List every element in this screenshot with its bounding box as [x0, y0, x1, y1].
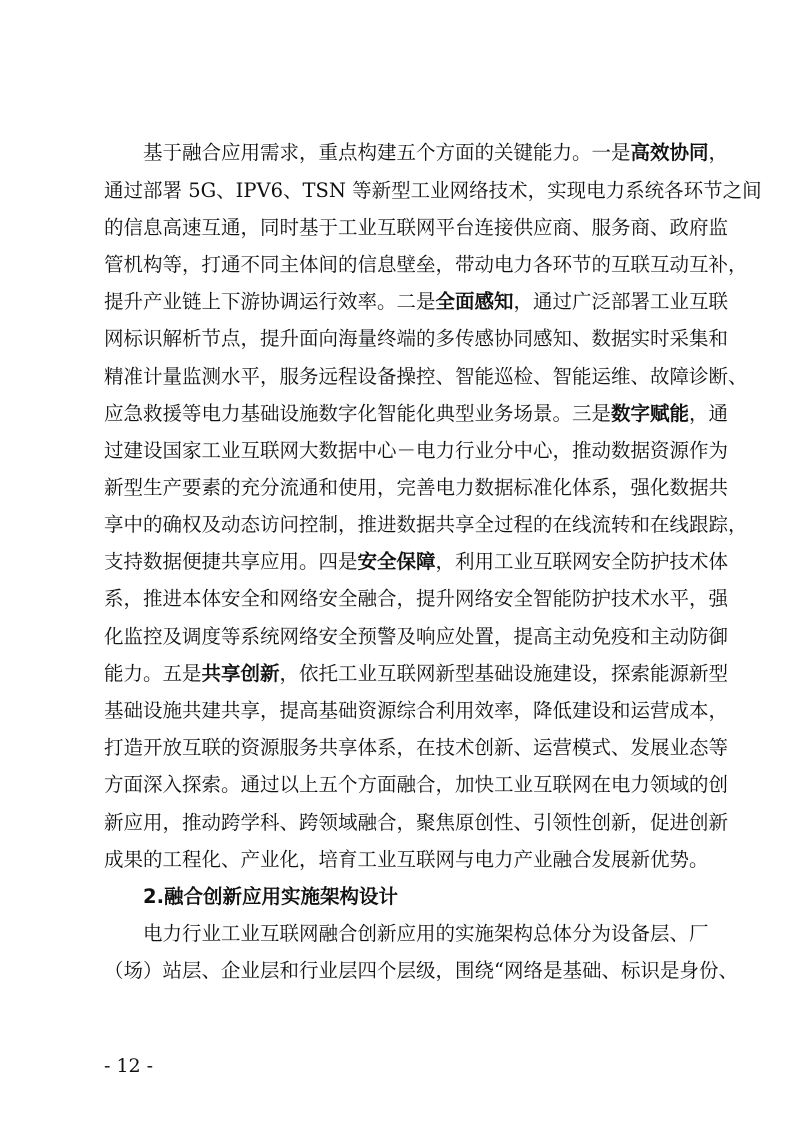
text-run: 应急救援等电力基础设施数字化智能化典型业务场景。三是	[104, 402, 612, 425]
text-run: ，利用工业互联网安全防护技术体	[435, 550, 729, 573]
page-number: - 12 -	[104, 1055, 154, 1077]
text-run: 能力。五是	[104, 662, 202, 685]
text-run: ，通过广泛部署工业互联	[513, 290, 729, 313]
paragraph-line: 享中的确权及动态访问控制，推进数据共享全过程的在线流转和在线跟踪，	[104, 513, 748, 536]
paragraph-line: 电力行业工业互联网融合创新应用的实施架构总体分为设备层、厂	[143, 922, 709, 945]
paragraph-line	[104, 550, 729, 574]
paragraph-line	[104, 290, 729, 314]
paragraph-line: （场）站层、企业层和行业层四个层级，围绕“网络是基础、标识是身份、	[104, 959, 738, 982]
bold-term: 安全保障	[357, 550, 436, 573]
bold-term: 数字赋能	[611, 402, 690, 425]
paragraph-line: 基础设施共建共享，提高基础资源综合利用效率，降低建设和运营成本，	[104, 699, 729, 722]
text-run: 基于融合应用需求，重点构建五个方面的关键能力。一是	[143, 141, 631, 164]
paragraph-line: 网标识解析节点，提升面向海量终端的多传感协同感知、数据实时采集和	[104, 327, 729, 350]
text-run: ，	[708, 141, 729, 164]
paragraph-line: 系，推进本体安全和网络安全融合，提升网络安全智能防护技术水平，强	[104, 587, 729, 610]
paragraph-line: 管机构等，打通不同主体间的信息壁垒，带动电力各环节的互联互动互补，	[104, 253, 748, 276]
paragraph-line: 新应用，推动跨学科、跨领域融合，聚焦原创性、引领性创新，促进创新	[104, 811, 729, 834]
paragraph-line: 新型生产要素的充分流通和使用，完善电力数据标准化体系，强化数据共	[104, 476, 729, 499]
bold-term: 高效协同	[630, 141, 709, 164]
text-run: 支持数据便捷共享应用。四是	[104, 550, 358, 573]
paragraph-line: 过建设国家工业互联网大数据中心－电力行业分中心，推动数据资源作为	[104, 439, 729, 462]
paragraph-line: 的信息高速互通，同时基于工业互联网平台连接供应商、服务商、政府监	[104, 216, 729, 239]
section-heading: 2.融合创新应用实施架构设计	[143, 885, 398, 908]
bold-term: 共享创新	[201, 662, 280, 685]
bold-term: 全面感知	[435, 290, 514, 313]
text-run: 提升产业链上下游协调运行效率。二是	[104, 290, 436, 313]
paragraph-line: 通过部署 5G、IPV6、TSN 等新型工业网络技术，实现电力系统各环节之间	[104, 179, 762, 202]
paragraph-line	[104, 662, 729, 686]
text-run: ，依托工业互联网新型基础设施建设，探索能源新型	[279, 662, 729, 685]
paragraph-line: 方面深入探索。通过以上五个方面融合，加快工业互联网在电力领域的创	[104, 773, 729, 796]
paragraph-line	[104, 402, 729, 426]
paragraph-line: 精准计量监测水平，服务远程设备操控、智能巡检、智能运维、故障诊断、	[104, 365, 748, 388]
paragraph-line: 化监控及调度等系统网络安全预警及响应处置，提高主动免疫和主动防御	[104, 625, 729, 648]
paragraph-line: 打造开放互联的资源服务共享体系，在技术创新、运营模式、发展业态等	[104, 736, 729, 759]
paragraph-line: 成果的工程化、产业化，培育工业互联网与电力产业融合发展新优势。	[104, 848, 709, 871]
paragraph-line	[143, 141, 729, 165]
text-run: ，通	[689, 402, 729, 425]
